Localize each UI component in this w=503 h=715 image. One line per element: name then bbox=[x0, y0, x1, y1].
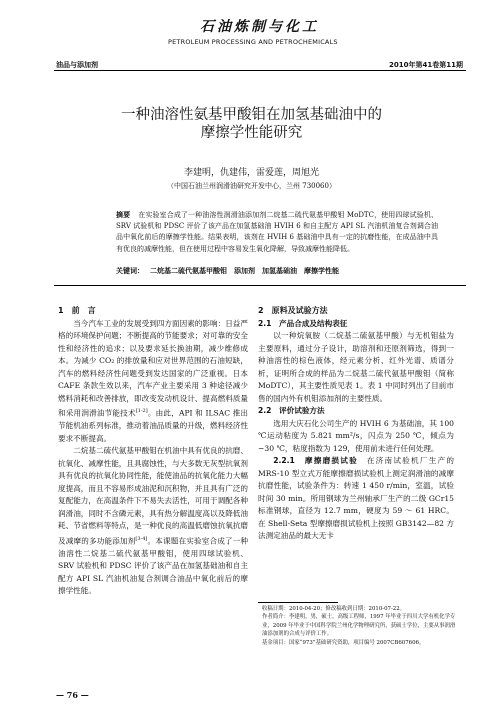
method-paragraph: 选用大庆石化公司生产的 HVIH 6 为基础油，其 100 ℃运动粘度为 5.821 mm²/s，闪点为 250 ℃，倾点为 −30 ℃，粘度指数为 129，使用前未进行任何处理。 bbox=[258, 418, 454, 453]
journal-title-en: PETROLEUM PROCESSING AND PETROCHEMICALS bbox=[168, 38, 338, 46]
section-divider bbox=[54, 285, 466, 286]
intro-p1-text: 当今汽车工业的发展受到四方面因素的影响：日益严格的环境保护问题；不断提高的节能要求；对可靠的安全性和经济性的追求；以及要求延长换油期，减少维修成本。为减少 CO₂ 的排放量和应对世界范围的石油短缺，汽车的燃料经济性问题受到发达国家的广泛重视。日本 CAFE 条款生效以来，汽车产业主要采用 3 种途径减少燃料消耗和改善排放，即改变发动机设计、提高燃料质量和采用润滑油节能技术 bbox=[58, 318, 248, 418]
friction-test-paragraph bbox=[258, 455, 454, 543]
footnote-bio: 作者简介：李建明，男，硕士，高级工程师，1997 年毕业于四川大学有机化学专业，2009 年毕业于中国科学院兰州化学物理研究所，获硕士学位，主要从事润滑油添加剂的合成与评价工作。 bbox=[262, 614, 456, 638]
footnote-rule bbox=[258, 602, 338, 603]
intro-paragraph-1 bbox=[58, 318, 248, 446]
section-2-1-heading: 2.1 产品合成及结构表征 bbox=[258, 318, 348, 328]
footnote-fund: 基金项目：国家“973”基础研究资助，项目编号 2007CB607606。 bbox=[262, 639, 425, 646]
intro-paragraph-2 bbox=[58, 445, 248, 598]
section-2-2-1-lead: 2.2.1 摩擦磨损试验 bbox=[273, 456, 358, 465]
left-column bbox=[58, 305, 248, 598]
section-2-2-heading: 2.2 评价试验方法 bbox=[258, 406, 325, 415]
title-line-1: 一种油溶性氨基甲酸钼在加氢基础油中的 bbox=[121, 107, 382, 123]
keywords-label: 关键词： bbox=[116, 267, 144, 275]
section-tag: 油品与添加剂 bbox=[56, 61, 98, 69]
title-line-2: 摩擦学性能研究 bbox=[200, 125, 303, 141]
synthesis-paragraph: 以一种烷氧胺（二烷基二硫氨基甲酸）与无机钼盐为主要原料，通过分子设计，助溶剂和还原剂筛选，得到一种油溶性的棕色液体，经元素分析、红外光谱、质谱分析，证明所合成的样品为二烷基二硫代氨基甲酸钼（简称 MoDTC），其主要性质见表 1。表 1 中同时列出了目前市售的国内外有机钼添加剂的主要性质。 bbox=[258, 331, 454, 403]
intro-p1-end: 。由此，API 和 ILSAC 推出节能机油系列标准，推动着油品质量的升级，燃料经济性要求不断提高。 bbox=[58, 408, 249, 443]
footnote-received: 收稿日期：2010-04-20；修改稿收到日期：2010-07-22。 bbox=[262, 606, 406, 612]
friction-test-text: 在济南试验机厂生产的 MRS-10 型立式万能摩擦磨损试验机上测定润滑油的减摩抗磨性能，试验条件为：转速 1 450 r/min，室温，试验时间 30 min。所用钢球为兰州轴承厂生产的二级 GCr15 标准钢球，直径为 12.7 mm，硬度为 59 ～ 61 HRC。在 Shell-Seta 型摩擦磨损试验机上按照 GB3142—82 方法测定油品的最大无卡 bbox=[258, 456, 454, 540]
right-column bbox=[258, 305, 454, 543]
section-1-heading: 1 前 言 bbox=[58, 306, 96, 315]
section-2-heading: 2 原料及试验方法 bbox=[258, 306, 328, 315]
issue-info: 2010年第41卷第11期 bbox=[389, 61, 463, 69]
abstract-label: 摘要 bbox=[116, 211, 131, 219]
article-title bbox=[0, 106, 503, 142]
abstract bbox=[116, 210, 438, 255]
author-list: 李建明，仇建伟，雷爱莲，周旭光 bbox=[183, 168, 319, 178]
abstract-text: 在实验室合成了一种油溶性润滑油添加剂二烷基二硫代氨基甲酸钼 MoDTC，使用四球试验机、SRV 试验机和 PDSC 评价了该产品在加氢基础油 HVIH 6 和自主配方 API SL 汽油机油复合剂调合油品中氧化前后的摩擦学性能。结果表明，该剂在 HVIH 6 基础油中具有一定的抗磨性能，在成品油中具有优良的减摩性能，但在使用过程中容易发生氧化降解，导致减摩性能降低。 bbox=[116, 211, 438, 253]
keywords-text: 二烷基二硫代氨基甲酸钼 添加剂 加氢基础油 摩擦学性能 bbox=[150, 267, 339, 275]
citation-3-4: [3-4] bbox=[135, 535, 148, 542]
citation-1-2: [1-2] bbox=[135, 408, 148, 414]
page-number: — 76 — bbox=[56, 690, 89, 700]
intro-p2-end: 。本课题在实验室合成了一种油溶性二烷基二硫代氨基甲酸钼，使用四球试验机、SRV 试验机和 PDSC 评价了该产品在加氢基础油和自主配方 API SL 汽油机油复合剂调合油品中氧化前后的摩擦学性能。 bbox=[58, 536, 249, 596]
keywords bbox=[116, 266, 446, 276]
intro-p2-text: 二烷基二硫代氨基甲酸钼在机油中具有优良的抗磨、抗氧化、减摩性能，且具腐蚀性，与大多数无灰型抗氧剂具有优良的抗氧化协同性能，能使油品的抗氧化能力大幅度提高，而且不容易形成油泥和沉积物，并且具有广泛的复配能力，在高温条件下不易失去活性，可用于调配各种润滑油，同时不含磷元素，具有热分解温度高以及降低油耗、节省燃料等特点，是一种优良的高温低磨蚀抗氧抗磨及减摩的多功能添加剂 bbox=[58, 446, 248, 546]
affiliation: （中国石油兰州润滑油研究开发中心，兰州 730060） bbox=[167, 182, 336, 190]
footnote bbox=[262, 605, 456, 647]
header-rule bbox=[54, 70, 466, 71]
journal-title-cn: 石油炼制与化工 bbox=[200, 19, 319, 35]
